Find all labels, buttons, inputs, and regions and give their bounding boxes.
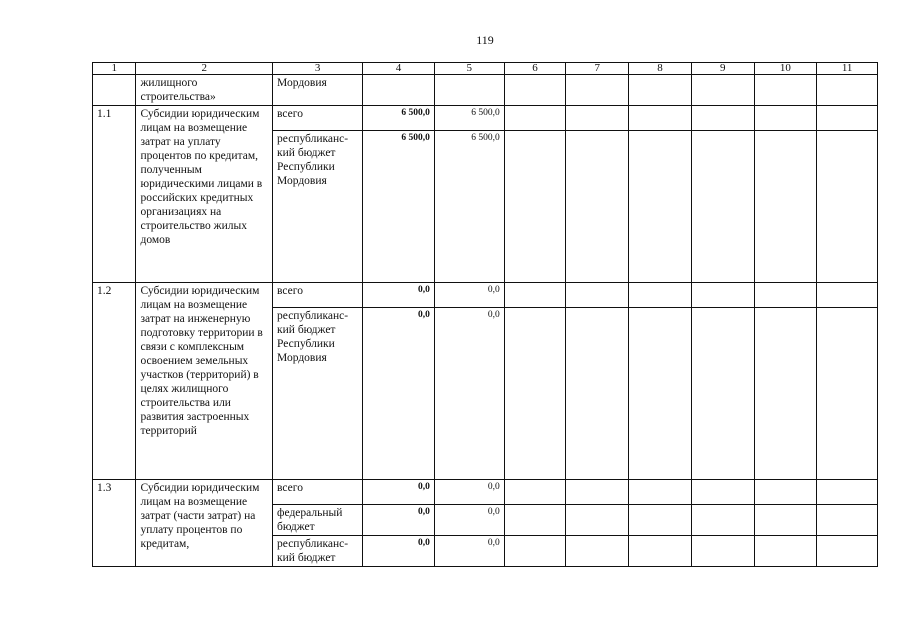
funding-source: республиканс-кий бюджет — [273, 536, 363, 567]
value-cell — [754, 283, 817, 308]
value-cell — [566, 505, 629, 536]
value-cell — [817, 480, 878, 505]
value-cell — [629, 480, 692, 505]
value-cell: 0,0 — [434, 283, 504, 308]
item-number: 1.2 — [93, 283, 136, 480]
value-cell — [566, 536, 629, 567]
item-description: Субсидии юридическим лицам на возмещение затрат на уплату процентов по кредитам, полученным юридическими лицами в российских кредитных организациях на строительство жилых домов — [136, 106, 273, 283]
funding-source: всего — [273, 480, 363, 505]
page-number: 119 — [476, 33, 494, 47]
value-cell — [566, 75, 629, 106]
funding-source: федеральный бюджет — [273, 505, 363, 536]
value-cell — [691, 131, 754, 283]
value-cell: 0,0 — [363, 480, 435, 505]
value-cell — [566, 106, 629, 131]
column-header: 10 — [754, 63, 817, 75]
value-cell — [754, 106, 817, 131]
value-cell — [754, 536, 817, 567]
column-header: 6 — [504, 63, 566, 75]
value-cell — [817, 283, 878, 308]
column-header: 4 — [363, 63, 435, 75]
value-cell — [691, 536, 754, 567]
column-header: 1 — [93, 63, 136, 75]
table-row — [93, 480, 878, 505]
value-cell — [691, 283, 754, 308]
column-header: 8 — [629, 63, 692, 75]
funding-source: всего — [273, 106, 363, 131]
value-cell — [629, 283, 692, 308]
value-cell — [817, 106, 878, 131]
value-cell — [629, 536, 692, 567]
item-description: жилищного строительства» — [136, 75, 273, 106]
value-cell: 0,0 — [363, 283, 435, 308]
value-cell — [504, 308, 566, 480]
value-cell: 0,0 — [363, 308, 435, 480]
funding-source: республиканс-кий бюджет Республики Мордовия — [273, 131, 363, 283]
value-cell — [691, 75, 754, 106]
value-cell: 0,0 — [434, 480, 504, 505]
value-cell — [754, 75, 817, 106]
value-cell — [504, 480, 566, 505]
column-header: 9 — [691, 63, 754, 75]
column-header: 7 — [566, 63, 629, 75]
value-cell — [504, 75, 566, 106]
value-cell — [504, 106, 566, 131]
value-cell — [629, 505, 692, 536]
value-cell — [817, 131, 878, 283]
value-cell — [504, 536, 566, 567]
table-row — [93, 106, 878, 131]
item-number: 1.3 — [93, 480, 136, 567]
value-cell — [691, 308, 754, 480]
column-header: 3 — [273, 63, 363, 75]
column-header: 2 — [136, 63, 273, 75]
item-number: 1.1 — [93, 106, 136, 283]
value-cell — [817, 308, 878, 480]
value-cell — [434, 75, 504, 106]
item-number-cell — [93, 75, 136, 106]
budget-table — [92, 62, 878, 567]
value-cell — [504, 131, 566, 283]
item-description: Субсидии юридическим лицам на возмещение затрат (части затрат) на уплату процентов по кредитам, — [136, 480, 273, 567]
value-cell — [754, 480, 817, 505]
value-cell: 0,0 — [363, 505, 435, 536]
table-header-row — [93, 63, 878, 75]
funding-source: всего — [273, 283, 363, 308]
value-cell: 0,0 — [434, 536, 504, 567]
value-cell — [504, 505, 566, 536]
table-row — [93, 283, 878, 308]
value-cell — [754, 505, 817, 536]
value-cell — [691, 106, 754, 131]
value-cell — [504, 283, 566, 308]
table-row — [93, 75, 878, 106]
value-cell — [629, 75, 692, 106]
value-cell — [817, 505, 878, 536]
value-cell: 6 500,0 — [434, 131, 504, 283]
column-header: 5 — [434, 63, 504, 75]
value-cell — [691, 505, 754, 536]
funding-source: Мордовия — [273, 75, 363, 106]
value-cell: 6 500,0 — [434, 106, 504, 131]
value-cell — [629, 106, 692, 131]
value-cell — [754, 131, 817, 283]
value-cell: 0,0 — [434, 505, 504, 536]
value-cell — [566, 131, 629, 283]
value-cell — [691, 480, 754, 505]
value-cell — [817, 75, 878, 106]
value-cell — [566, 480, 629, 505]
value-cell — [817, 536, 878, 567]
value-cell — [363, 75, 435, 106]
value-cell: 6 500,0 — [363, 106, 435, 131]
value-cell: 0,0 — [434, 308, 504, 480]
value-cell: 6 500,0 — [363, 131, 435, 283]
value-cell — [754, 308, 817, 480]
funding-source: республиканс-кий бюджет Республики Мордовия — [273, 308, 363, 480]
item-description: Субсидии юридическим лицам на возмещение затрат на инженерную подготовку территории в связи с комплексным освоением земельных участков (территорий) в целях жилищного строительства или развития застроенных территорий — [136, 283, 273, 480]
column-header: 11 — [817, 63, 878, 75]
value-cell: 0,0 — [363, 536, 435, 567]
value-cell — [566, 283, 629, 308]
value-cell — [629, 308, 692, 480]
value-cell — [629, 131, 692, 283]
value-cell — [566, 308, 629, 480]
